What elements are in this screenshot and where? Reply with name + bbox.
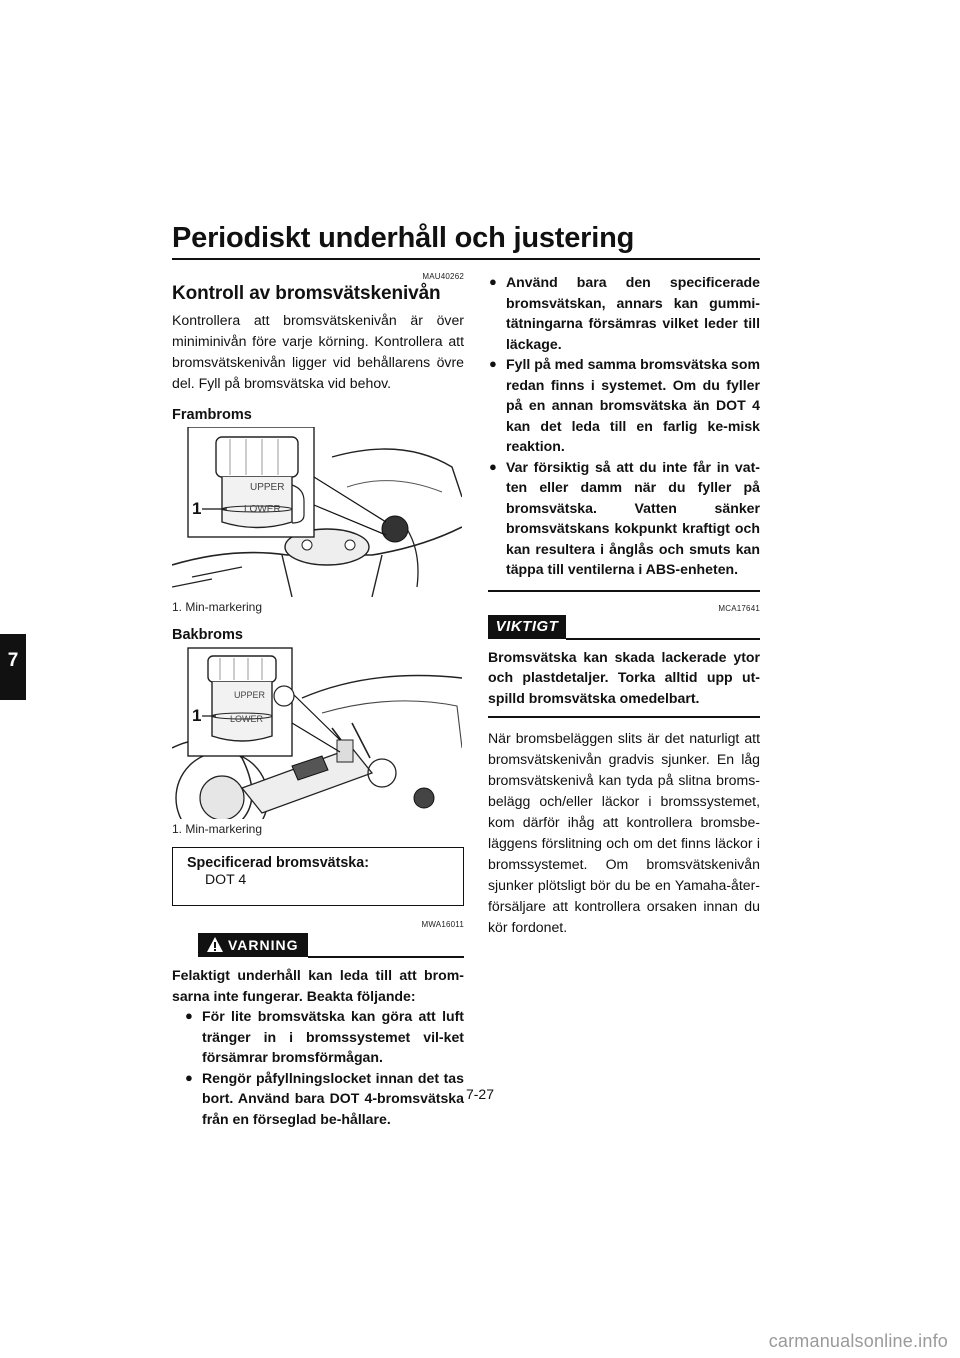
warning-bullet-text: Var försiktig så att du inte får in vat-ten eller damm när du fyller på bromsvätska. Vatten sänker bromsvätskans kokpunkt kraftigt och kan resultera i ånglås och smuts kan täppa till ventilerna i ABS-enheten. xyxy=(506,458,760,577)
notice-text: Bromsvätska kan skada lackerade ytor och plastdetaljer. Torka alltid upp ut-spilld bromsvätska omedelbart. xyxy=(488,648,760,706)
front-lower-label: LOWER xyxy=(244,504,281,515)
warning-bullet xyxy=(184,1006,464,1068)
notice-badge: VIKTIGT xyxy=(488,615,566,639)
bullet-dot-icon: ● xyxy=(489,356,497,371)
warning-bullet xyxy=(488,457,760,580)
warning-header xyxy=(172,933,464,957)
warning-rule xyxy=(308,956,464,958)
closing-paragraph: När bromsbeläggen slits är det naturligt att bromsvätskenivån gradvis sjunker. En låg bromsvätskenivå kan tyda på slitna broms-belägg och/eller läckor i bromssystemet, kom därför ihåg att kontrollera bromsbe-läggens förslitning och om det finns läckor i bromssystemet. Om bromsvätskenivån sjunker plötsligt bör du be en Yamaha-åter-försäljare att kontrollera orsaken innan du kör fordonet. xyxy=(488,730,760,935)
watermark: carmanualsonline.info xyxy=(768,1331,948,1351)
header-rule xyxy=(172,258,760,260)
warning-bullet xyxy=(488,354,760,457)
warning-triangle-icon xyxy=(206,936,224,953)
section-title: Kontroll av bromsvätskenivån xyxy=(172,283,441,304)
warning-end-rule xyxy=(488,590,760,592)
spec-title: Specificerad bromsvätska: xyxy=(187,855,369,871)
warning-list-left xyxy=(172,1006,464,1129)
warning-bullet-text: Rengör påfyllningslocket innan det tas bort. Använd bara DOT 4-bromsvätska från en förseglad be-hållare. xyxy=(202,1069,464,1127)
section-intro: Kontrollera att bromsvätskenivån är över miniminivån före varje körning. Kontrollera att bromsvätskenivån ligger vid behållarens övre del. Fyll på bromsvätska vid behov. xyxy=(172,312,464,391)
chapter-number: 7 xyxy=(7,650,19,671)
notice-code: MCA17641 xyxy=(718,603,760,613)
bullet-dot-icon: ● xyxy=(185,1008,193,1023)
rear-brake-heading: Bakbroms xyxy=(172,627,243,643)
front-caption: 1. Min-markering xyxy=(172,600,263,614)
warning-bullet-text: Fyll på med samma bromsvätska som redan finns i systemet. Om du fyller på en annan bromsvätska än DOT 4 kan det leda till en farlig ke-misk reaktion. xyxy=(506,356,760,454)
warning-intro: Felaktigt underhåll kan leda till att brom-sarna inte fungerar. Beakta följande: xyxy=(172,967,464,1004)
right-column xyxy=(488,272,760,938)
front-brake-heading: Frambroms xyxy=(172,407,252,423)
rear-lower-label: LOWER xyxy=(230,714,264,724)
warning-bullet-text: Använd bara den specificerade bromsvätskan, annars kan gummi-tätningarna försämras vilket leder till läckage. xyxy=(506,274,760,352)
notice-end-rule xyxy=(488,716,760,718)
rear-upper-label: UPPER xyxy=(234,690,266,700)
warning-bullet-text: För lite bromsvätska kan göra att luft tränger in i bromssystemet vil-ket försämrar bromsförmågan. xyxy=(202,1008,464,1065)
warning-label: VARNING xyxy=(228,937,299,953)
warning-badge xyxy=(198,933,308,957)
warning-list-right xyxy=(488,272,760,580)
front-callout-number: 1 xyxy=(192,499,202,518)
notice-rule xyxy=(566,638,760,640)
bullet-dot-icon: ● xyxy=(489,458,497,474)
page-header-title: Periodiskt underhåll och justering xyxy=(172,222,635,254)
rear-callout-number: 1 xyxy=(192,706,202,725)
spec-box xyxy=(172,847,464,906)
warning-code: MWA16011 xyxy=(421,920,464,929)
spec-value: DOT 4 xyxy=(205,871,247,887)
warning-bullet xyxy=(488,272,760,354)
front-upper-label: UPPER xyxy=(250,482,285,493)
front-brake-illustration xyxy=(172,427,462,597)
page-number: 7-27 xyxy=(465,1086,495,1102)
rear-brake-illustration xyxy=(172,647,462,819)
bullet-dot-icon: ● xyxy=(185,1069,193,1085)
bullet-dot-icon: ● xyxy=(489,274,497,289)
notice-header xyxy=(488,615,760,639)
rear-caption: 1. Min-markering xyxy=(172,822,263,836)
left-column xyxy=(172,272,464,1129)
section-code: MAU40262 xyxy=(422,272,464,281)
